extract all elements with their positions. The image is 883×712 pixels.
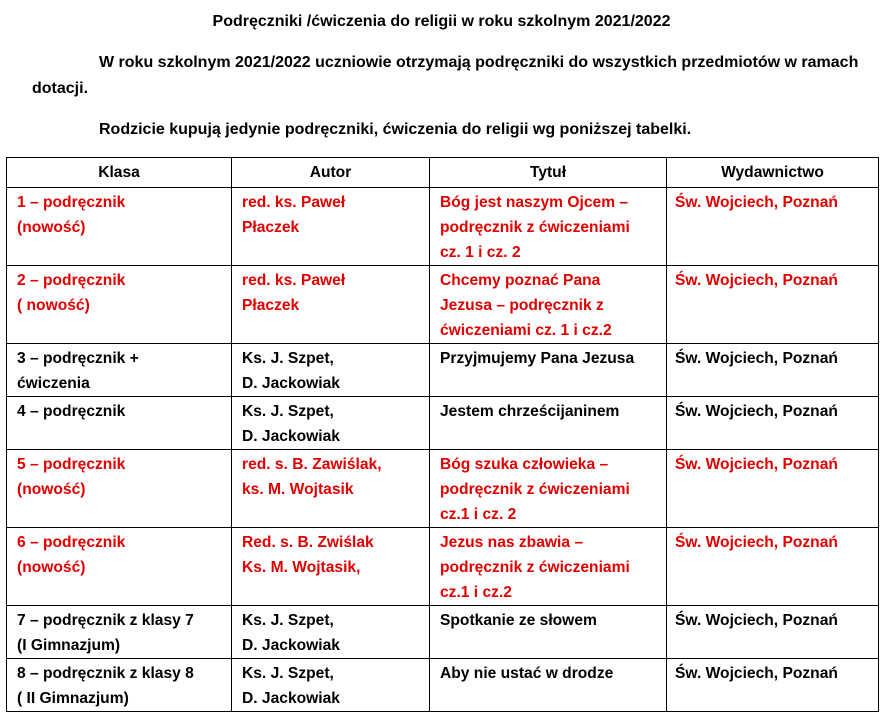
cell-tytul [430,344,667,397]
cell-klasa [7,606,232,659]
cell-tytul-line: podręcznik z ćwiczeniami [440,559,630,576]
table-row [7,528,879,606]
cell-klasa [7,344,232,397]
cell-tytul-line: podręcznik z ćwiczeniami [440,219,630,236]
cell-tytul-line: podręcznik z ćwiczeniami [440,481,630,498]
cell-autor-line: Red. s. B. Zwiślak [242,534,374,551]
cell-autor-line: D. Jackowiak [242,637,340,654]
cell-tytul-line: cz.1 i cz.2 [440,584,512,601]
cell-autor-line: Ks. J. Szpet, [242,612,334,629]
cell-autor-line: Ks. J. Szpet, [242,350,334,367]
cell-autor-line: Ks. M. Wojtasik, [242,559,361,576]
table-row [7,188,879,266]
cell-autor-line: ks. M. Wojtasik [242,481,354,498]
cell-tytul-line: cz.1 i cz. 2 [440,506,517,523]
intro-paragraph: W roku szkolnym 2021/2022 uczniowie otrzymają podręczniki do wszystkich przedmiotów w ramach dotacji. [32,54,859,97]
table-row [7,266,879,344]
cell-tytul-line: Bóg szuka człowieka – [440,456,609,473]
cell-tytul-line: Jezus nas zbawia – [440,534,584,551]
cell-klasa [7,397,232,450]
cell-klasa-line: 5 – podręcznik [17,456,126,473]
cell-klasa-line: ( nowość) [17,297,90,314]
cell-klasa [7,188,232,266]
cell-klasa-line: 2 – podręcznik [17,272,126,289]
cell-autor-line: red. ks. Paweł [242,194,346,211]
table-header-row [7,158,879,188]
cell-autor [232,266,430,344]
cell-autor-line: D. Jackowiak [242,690,340,707]
cell-tytul [430,450,667,528]
cell-tytul-line: cz. 1 i cz. 2 [440,244,521,261]
cell-klasa-line: (nowość) [17,481,86,498]
header-klasa: Klasa [7,158,232,188]
cell-tytul-line: Aby nie ustać w drodze [440,665,614,682]
header-autor: Autor [232,158,430,188]
cell-tytul [430,606,667,659]
cell-autor-line: Ks. J. Szpet, [242,403,334,420]
cell-klasa-line: 1 – podręcznik [17,194,126,211]
cell-autor-line: D. Jackowiak [242,375,340,392]
cell-autor [232,450,430,528]
header-tytul: Tytuł [430,158,667,188]
cell-tytul-line: Przyjmujemy Pana Jezusa [440,350,635,367]
cell-wydawnictwo: Św. Wojciech, Poznań [667,188,879,266]
cell-klasa-line: ćwiczenia [17,375,90,392]
header-wydawnictwo: Wydawnictwo [667,158,879,188]
cell-tytul [430,659,667,712]
cell-autor [232,659,430,712]
cell-klasa [7,266,232,344]
cell-autor [232,344,430,397]
cell-tytul-line: Chcemy poznać Pana [440,272,601,289]
cell-wydawnictwo: Św. Wojciech, Poznań [667,659,879,712]
cell-autor [232,397,430,450]
cell-tytul-line: ćwiczeniami cz. 1 i cz.2 [440,322,612,339]
cell-autor [232,188,430,266]
table-body [7,188,879,712]
cell-tytul-line: Bóg jest naszym Ojcem – [440,194,629,211]
cell-klasa-line: 7 – podręcznik z klasy 7 [17,612,194,629]
cell-tytul [430,528,667,606]
cell-klasa-line: 8 – podręcznik z klasy 8 [17,665,194,682]
cell-wydawnictwo: Św. Wojciech, Poznań [667,397,879,450]
table-row [7,397,879,450]
cell-tytul [430,266,667,344]
cell-tytul [430,188,667,266]
cell-wydawnictwo: Św. Wojciech, Poznań [667,344,879,397]
cell-klasa-line: (nowość) [17,559,86,576]
cell-klasa [7,528,232,606]
cell-klasa-line: 6 – podręcznik [17,534,126,551]
cell-klasa [7,659,232,712]
instruction-paragraph: Rodzicie kupują jedynie podręczniki, ćwiczenia do religii wg poniższej tabelki. [99,121,692,138]
cell-tytul [430,397,667,450]
cell-klasa-line: (nowość) [17,219,86,236]
textbook-table [6,157,879,712]
table-row [7,606,879,659]
cell-autor [232,606,430,659]
cell-autor [232,528,430,606]
cell-wydawnictwo: Św. Wojciech, Poznań [667,606,879,659]
cell-autor-line: Płaczek [242,219,300,236]
cell-klasa-line: 4 – podręcznik [17,403,126,420]
cell-autor-line: Płaczek [242,297,300,314]
table-row [7,659,879,712]
cell-autor-line: red. ks. Paweł [242,272,346,289]
cell-klasa-line: 3 – podręcznik + [17,350,139,367]
table-row [7,344,879,397]
table-row [7,450,879,528]
cell-autor-line: D. Jackowiak [242,428,340,445]
cell-tytul-line: Spotkanie ze słowem [440,612,597,629]
cell-autor-line: red. s. B. Zawiślak, [242,456,382,473]
cell-klasa [7,450,232,528]
cell-wydawnictwo: Św. Wojciech, Poznań [667,528,879,606]
cell-autor-line: Ks. J. Szpet, [242,665,334,682]
cell-wydawnictwo: Św. Wojciech, Poznań [667,450,879,528]
cell-tytul-line: Jezusa – podręcznik z [440,297,604,314]
cell-tytul-line: Jestem chrześcijaninem [440,403,620,420]
cell-klasa-line: ( II Gimnazjum) [17,690,129,707]
cell-wydawnictwo: Św. Wojciech, Poznań [667,266,879,344]
cell-klasa-line: (I Gimnazjum) [17,637,121,654]
document-title: Podręczniki /ćwiczenia do religii w roku szkolnym 2021/2022 [212,13,671,30]
